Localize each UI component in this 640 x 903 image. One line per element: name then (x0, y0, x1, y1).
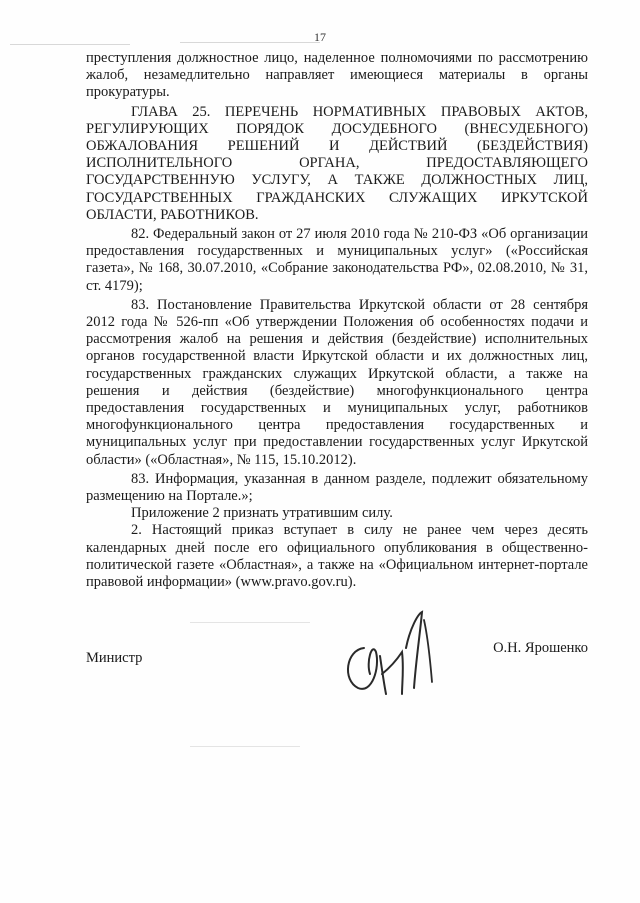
paragraph-83: 83. Постановление Правительства Иркутской области от 28 сентября 2012 года № 526-пп «Об утверждении Положения об особенностях подачи и рассмотрения жалоб на решения и действия (бездействие) исполнительных органов государственной власти Иркутской области и их должностных лиц, государственных гражданских служащих Иркутской области, а также на решения и действия (бездействие) многофункционального центра предоставления государственных и муниципальных услуг, работников многофункционального центра предоставления государственных и муниципальных услуг при предоставлении государственных услуг Иркутской области» («Областная», № 115, 15.10.2012). (86, 296, 588, 468)
paragraph-continuation: преступления должностное лицо, наделенное полномочиями по рассмотрению жалоб, незамедлительно направляет имеющиеся материалы в органы прокуратуры. (86, 50, 588, 101)
document-body (86, 50, 588, 591)
paragraph-82: 82. Федеральный закон от 27 июля 2010 года № 210-ФЗ «Об организации предоставления государственных и муниципальных услуг» («Российская газета», № 168, 30.07.2010, «Собрание законодательства РФ», 02.08.2010, № 31, ст. 4179); (86, 226, 588, 294)
signer-position: Министр (86, 650, 143, 666)
scan-noise (190, 746, 300, 747)
page-number: 17 (314, 30, 326, 44)
paragraph-annex: Приложение 2 признать утратившим силу. (131, 505, 393, 522)
paragraph-83-info: 83. Информация, указанная в данном разделе, подлежит обязательному размещению на Портале.»; (86, 470, 588, 505)
signer-name: О.Н. Ярошенко (493, 640, 588, 656)
handwritten-signature (336, 608, 446, 698)
paragraph-2: 2. Настоящий приказ вступает в силу не ранее чем через десять календарных дней после его официального опубликования в общественно-политической газете «Областная», а также на «Официальном интернет-портале правовой информации» (www.pravo.gov.ru). (86, 522, 588, 591)
signature-block (86, 640, 588, 700)
scan-noise (190, 622, 310, 623)
chapter-heading: ГЛАВА 25. ПЕРЕЧЕНЬ НОРМАТИВНЫХ ПРАВОВЫХ АКТОВ, РЕГУЛИРУЮЩИХ ПОРЯДОК ДОСУДЕБНОГО (ВНЕСУДЕБНОГО) ОБЖАЛОВАНИЯ РЕШЕНИЙ И ДЕЙСТВИЙ (БЕЗДЕЙСТВИЯ) ИСПОЛНИТЕЛЬНОГО ОРГАНА, ПРЕДОСТАВЛЯЮЩЕГО ГОСУДАРСТВЕННУЮ УСЛУГУ, А ТАКЖЕ ДОЛЖНОСТНЫХ ЛИЦ, ГОСУДАРСТВЕННЫХ ГРАЖДАНСКИХ СЛУЖАЩИХ ИРКУТСКОЙ ОБЛАСТИ, РАБОТНИКОВ. (86, 103, 588, 223)
